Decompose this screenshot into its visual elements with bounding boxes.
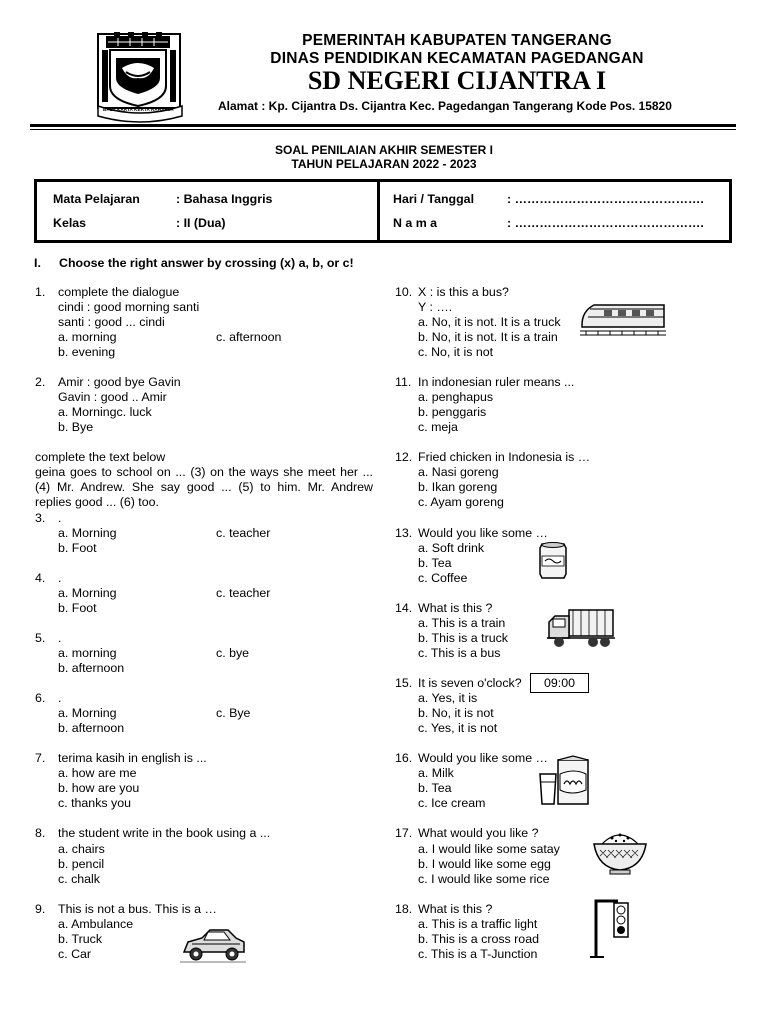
q5-number: 5. (35, 631, 46, 645)
q18-option-a[interactable]: a. This is a traffic light (418, 917, 538, 931)
q18-number: 18. (395, 902, 413, 916)
instruction: Choose the right answer by crossing (x) a, b, or c! (59, 256, 354, 270)
q12-option-c[interactable]: c. Ayam goreng (418, 495, 504, 509)
q17-text: What would you like ? (418, 826, 539, 840)
class-label: Kelas (53, 216, 87, 230)
q1-option-b[interactable]: b. evening (58, 345, 116, 359)
q8-text: the student write in the book using a ... (58, 826, 271, 840)
q14-number: 14. (395, 601, 413, 615)
q12-option-a[interactable]: a. Nasi goreng (418, 465, 499, 479)
passage-text: geina goes to school on ... (3) on the ways she meet her ... (4) Mr. Andrew. She say good ... (5) to him. Mr. Andrew replies good ... (6) too. (35, 465, 373, 509)
q12-option-b[interactable]: b. Ikan goreng (418, 480, 498, 494)
department-heading: DINAS PENDIDIKAN KECAMATAN PAGEDANGAN (270, 50, 644, 67)
q8-option-c[interactable]: c. chalk (58, 872, 101, 886)
school-address: Alamat : Kp. Cijantra Ds. Cijantra Kec. Pagedangan Tangerang Kode Pos. 15820 (218, 99, 672, 113)
q10-option-c[interactable]: c. No, it is not (418, 345, 494, 359)
q6-option-a[interactable]: a. Morning (58, 706, 117, 720)
q13-option-c[interactable]: c. Coffee (418, 571, 468, 585)
q13-option-a[interactable]: a. Soft drink (418, 541, 485, 555)
soda-can-icon (536, 540, 570, 580)
q6-option-c[interactable]: c. Bye (216, 706, 251, 720)
q3-option-b[interactable]: b. Foot (58, 541, 97, 555)
car-icon (178, 922, 248, 968)
q14-option-b[interactable]: b. This is a truck (418, 631, 508, 645)
q8-option-b[interactable]: b. pencil (58, 857, 105, 871)
q11-option-c[interactable]: c. meja (418, 420, 458, 434)
q14-option-c[interactable]: c. This is a bus (418, 646, 501, 660)
q3-option-c[interactable]: c. teacher (216, 526, 271, 540)
q10-option-a[interactable]: a. No, it is not. It is a truck (418, 315, 561, 329)
section-number: I. (34, 256, 41, 270)
class-value: : II (Dua) (176, 216, 226, 230)
q17-option-b[interactable]: b. I would like some egg (418, 857, 551, 871)
q4-option-c[interactable]: c. teacher (216, 586, 271, 600)
q9-option-a[interactable]: a. Ambulance (58, 917, 134, 931)
passage-instruction: complete the text below (35, 450, 166, 464)
train-icon (578, 295, 668, 341)
q9-number: 9. (35, 902, 46, 916)
q4-option-a[interactable]: a. Morning (58, 586, 117, 600)
clock-time-box: 09:00 (530, 673, 589, 693)
q13-text: Would you like some … (418, 526, 548, 540)
q3-number: 3. (35, 511, 46, 525)
header-rule-thick (30, 124, 736, 127)
q10-number: 10. (395, 285, 413, 299)
q16-number: 16. (395, 751, 413, 765)
q16-option-a[interactable]: a. Milk (418, 766, 454, 780)
student-info-box (34, 179, 732, 243)
rice-bowl-icon (590, 826, 650, 876)
q11-option-a[interactable]: a. penghapus (418, 390, 494, 404)
q14-option-a[interactable]: a. This is a train (418, 616, 506, 630)
q10-dialogue-2: Y : …. (418, 300, 453, 314)
info-box-divider (377, 182, 380, 240)
q11-number: 11. (395, 375, 412, 389)
q11-option-b[interactable]: b. penggaris (418, 405, 487, 419)
truck-icon (545, 604, 617, 652)
header-rule-thin (30, 129, 736, 130)
q18-option-b[interactable]: b. This is a cross road (418, 932, 539, 946)
q16-option-c[interactable]: c. Ice cream (418, 796, 486, 810)
q1-option-c[interactable]: c. afternoon (216, 330, 282, 344)
q1-dialogue-2: santi : good ... cindi (58, 315, 165, 329)
q7-option-c[interactable]: c. thanks you (58, 796, 132, 810)
q12-text: Fried chicken in Indonesia is … (418, 450, 591, 464)
date-field[interactable]: : ………………………………………. (507, 192, 704, 206)
name-field[interactable]: : ………………………………………. (507, 216, 704, 230)
q7-number: 7. (35, 751, 46, 765)
government-heading: PEMERINTAH KABUPATEN TANGERANG (302, 32, 612, 49)
q13-option-b[interactable]: b. Tea (418, 556, 452, 570)
traffic-light-icon (588, 895, 634, 959)
q7-option-b[interactable]: b. how are you (58, 781, 140, 795)
q15-number: 15. (395, 676, 413, 690)
q6-blank: . (58, 691, 62, 705)
q2-option-b[interactable]: b. Bye (58, 420, 94, 434)
school-name: SD NEGERI CIJANTRA I (307, 66, 607, 95)
q10-text: X : is this a bus? (418, 285, 509, 299)
q1-option-a[interactable]: a. morning (58, 330, 117, 344)
q9-option-c[interactable]: c. Car (58, 947, 92, 961)
q13-number: 13. (395, 526, 413, 540)
q17-option-c[interactable]: c. I would like some rice (418, 872, 550, 886)
academic-year: TAHUN PELAJARAN 2022 - 2023 (291, 157, 477, 171)
q16-text: Would you like some … (418, 751, 548, 765)
q9-option-b[interactable]: b. Truck (58, 932, 103, 946)
q4-number: 4. (35, 571, 46, 585)
q15-option-c[interactable]: c. Yes, it is not (418, 721, 498, 735)
q17-number: 17. (395, 826, 413, 840)
milk-icon (536, 754, 592, 808)
q7-option-a[interactable]: a. how are me (58, 766, 137, 780)
q15-option-a[interactable]: a. Yes, it is (418, 691, 478, 705)
q12-number: 12. (395, 450, 413, 464)
q16-option-b[interactable]: b. Tea (418, 781, 452, 795)
q6-number: 6. (35, 691, 46, 705)
name-label: N a m a (393, 216, 438, 230)
q1-dialogue-1: cindi : good morning santi (58, 300, 200, 314)
subject-value: : Bahasa Inggris (176, 192, 273, 206)
q5-option-b[interactable]: b. afternoon (58, 661, 125, 675)
logo-motto: BALA KARYA KERTA RAHARJA (103, 107, 174, 112)
exam-title: SOAL PENILAIAN AKHIR SEMESTER I (274, 143, 494, 157)
q17-option-a[interactable]: a. I would like some satay (418, 842, 560, 856)
q15-text: It is seven o'clock? (418, 676, 522, 690)
q7-text: terima kasih in english is ... (58, 751, 207, 765)
q10-option-b[interactable]: b. No, it is not. It is a train (418, 330, 558, 344)
date-label: Hari / Tanggal (393, 192, 475, 206)
q11-text: In indonesian ruler means ... (418, 375, 575, 389)
q2-dialogue-2: Gavin : good .. Amir (58, 390, 167, 404)
q2-number: 2. (35, 375, 46, 389)
q3-blank: . (58, 511, 62, 525)
q1-number: 1. (35, 285, 46, 299)
q5-option-a[interactable]: a. morning (58, 646, 117, 660)
q4-option-b[interactable]: b. Foot (58, 601, 97, 615)
subject-label: Mata Pelajaran (53, 192, 140, 206)
q5-blank: . (58, 631, 62, 645)
q18-text: What is this ? (418, 902, 493, 916)
q2-dialogue-1: Amir : good bye Gavin (58, 375, 181, 389)
q8-option-a[interactable]: a. chairs (58, 842, 105, 856)
q8-number: 8. (35, 826, 46, 840)
q18-option-c[interactable]: c. This is a T-Junction (418, 947, 538, 961)
q3-option-a[interactable]: a. Morning (58, 526, 117, 540)
q4-blank: . (58, 571, 62, 585)
q1-text: complete the dialogue (58, 285, 180, 299)
q6-option-b[interactable]: b. afternoon (58, 721, 125, 735)
q2-option-a[interactable]: a. Morningc. luck (58, 405, 152, 419)
q14-text: What is this ? (418, 601, 493, 615)
q5-option-c[interactable]: c. bye (216, 646, 250, 660)
q9-text: This is not a bus. This is a … (58, 902, 217, 916)
q15-option-b[interactable]: b. No, it is not (418, 706, 494, 720)
